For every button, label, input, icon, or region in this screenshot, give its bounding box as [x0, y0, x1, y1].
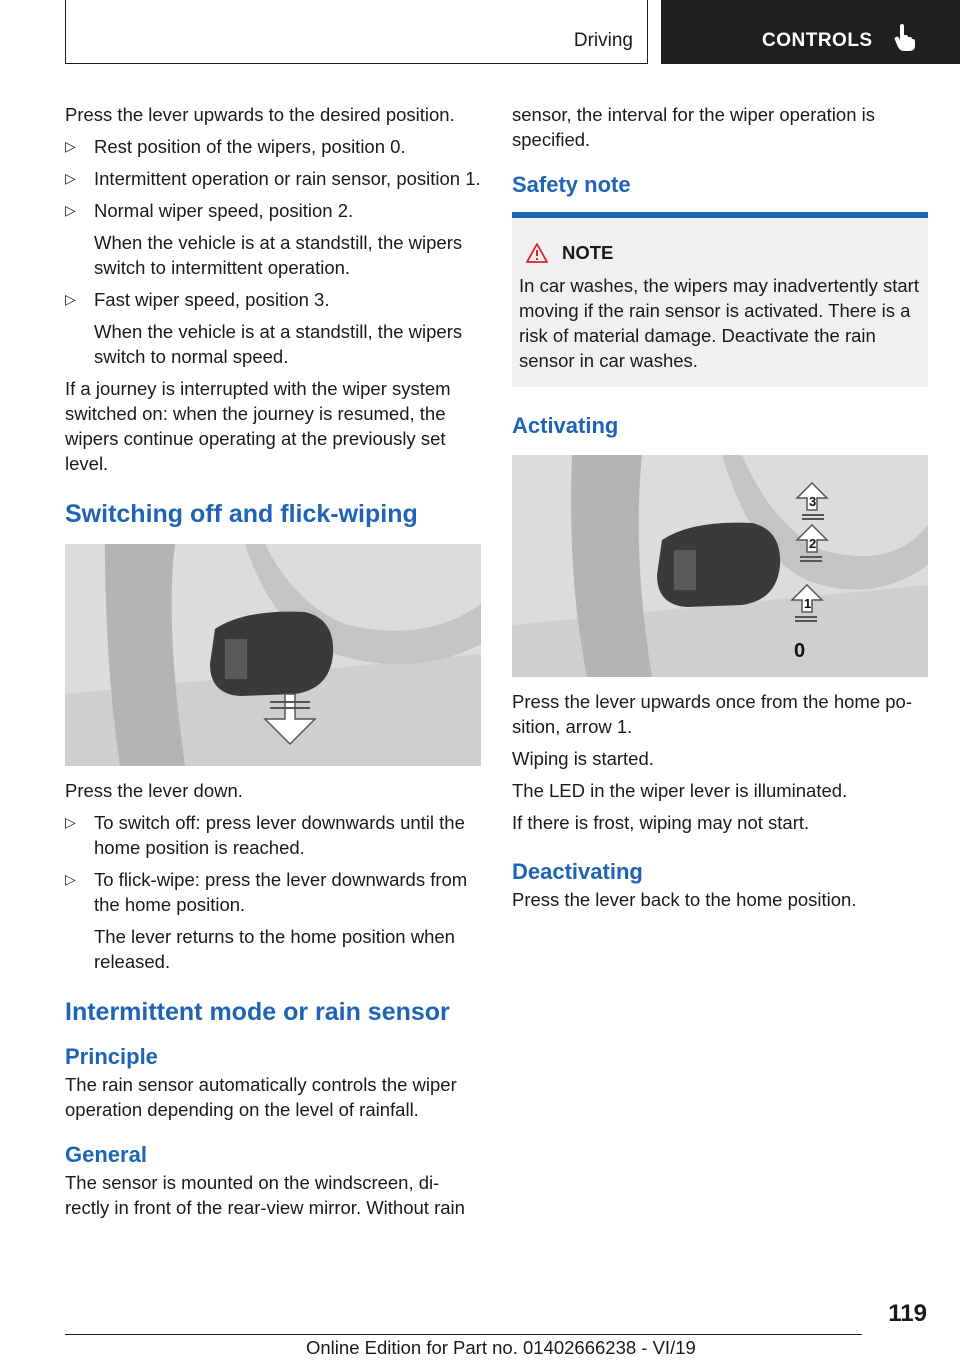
lever-down-drawing — [65, 544, 481, 766]
figure-label-1: 1 — [804, 596, 812, 611]
list-item-note: The lever returns to the home position when released. — [94, 926, 455, 972]
continued-text: sensor, the interval for the wiper operation is specified. — [512, 104, 875, 150]
right-column — [512, 102, 928, 919]
bullet-triangle-icon: ▷ — [65, 814, 76, 830]
header-section-label: Driving — [573, 30, 633, 51]
figure-label-3: 3 — [809, 494, 817, 509]
edition-text: Online Edition for Part no. 01402666238 - VI/19 — [306, 1337, 696, 1358]
bullet-triangle-icon: ▷ — [65, 138, 76, 154]
journey-text: If a journey is interrupted with the wiper system switched on: when the journey is resumed, the wipers continue operating at the previously set level. — [65, 378, 451, 474]
figure-label-2: 2 — [809, 536, 817, 551]
flick-intro: Press the lever down. — [65, 780, 243, 801]
lever-up-illustration — [512, 455, 928, 677]
list-item: ▷ Intermittent operation or rain sensor, position 1. — [65, 168, 481, 189]
left-column — [65, 102, 483, 1227]
footer-divider — [65, 1334, 862, 1335]
list-item: ▷ To switch off: press lever downwards until the home position is reached. — [65, 812, 465, 858]
safety-heading: Safety note — [512, 172, 631, 197]
lever-up-drawing — [512, 455, 928, 677]
page-number: 119 — [888, 1300, 927, 1327]
bullet-triangle-icon: ▷ — [65, 170, 76, 186]
header-chapter-label: CONTROLS — [762, 30, 873, 51]
header-chapter-tab — [661, 0, 960, 64]
note-label: NOTE — [562, 242, 614, 263]
activating-text: Press the lever upwards once from the home po-sition, arrow 1. — [512, 691, 912, 737]
list-item: ▷ Rest position of the wipers, position 0. — [65, 136, 406, 157]
general-heading: General — [65, 1142, 147, 1167]
list-item-note: When the vehicle is at a standstill, the wipers switch to intermittent operation. — [94, 232, 463, 278]
header-section-box — [65, 0, 648, 64]
figure-label-0: 0 — [794, 640, 806, 662]
deactivating-heading: Deactivating — [512, 859, 643, 884]
deactivating-text: Press the lever back to the home position. — [512, 889, 857, 910]
note-title — [519, 240, 920, 265]
principle-heading: Principle — [65, 1044, 158, 1069]
principle-text: The rain sensor automatically controls the wiper operation depending on the level of rainfall. — [65, 1074, 457, 1120]
warning-icon — [526, 243, 548, 263]
activating-text: If there is frost, wiping may not start. — [512, 812, 810, 833]
lever-down-illustration — [65, 544, 481, 766]
list-item: ▷ To flick-wipe: press the lever downwards from the home position. — [65, 869, 468, 915]
activating-text: Wiping is started. — [512, 748, 654, 769]
list-item-note: When the vehicle is at a standstill, the wipers switch to normal speed. — [94, 321, 463, 367]
bullet-triangle-icon: ▷ — [65, 291, 76, 307]
safety-note-box — [512, 212, 928, 387]
activating-heading: Activating — [512, 413, 619, 438]
list-item: ▷ Fast wiper speed, position 3. — [65, 289, 330, 310]
bullet-triangle-icon: ▷ — [65, 871, 76, 887]
flick-heading: Switching off and flick-wiping — [65, 500, 418, 528]
intermittent-heading: Intermittent mode or rain sensor — [65, 998, 450, 1026]
activating-text: The LED in the wiper lever is illuminated. — [512, 780, 848, 801]
list-item: ▷ Normal wiper speed, position 2. — [65, 200, 354, 221]
general-text: The sensor is mounted on the windscreen, di-rectly in front of the rear-view mirror. Without rain — [65, 1172, 465, 1218]
bullet-triangle-icon: ▷ — [65, 202, 76, 218]
note-text: In car washes, the wipers may inadvertently start moving if the rain sensor is activated. There is a risk of material damage. Deactivate the rain sensor in car washes. — [519, 275, 919, 371]
hand-pointer-icon — [894, 24, 916, 52]
intro-text: Press the lever upwards to the desired position. — [65, 104, 455, 125]
